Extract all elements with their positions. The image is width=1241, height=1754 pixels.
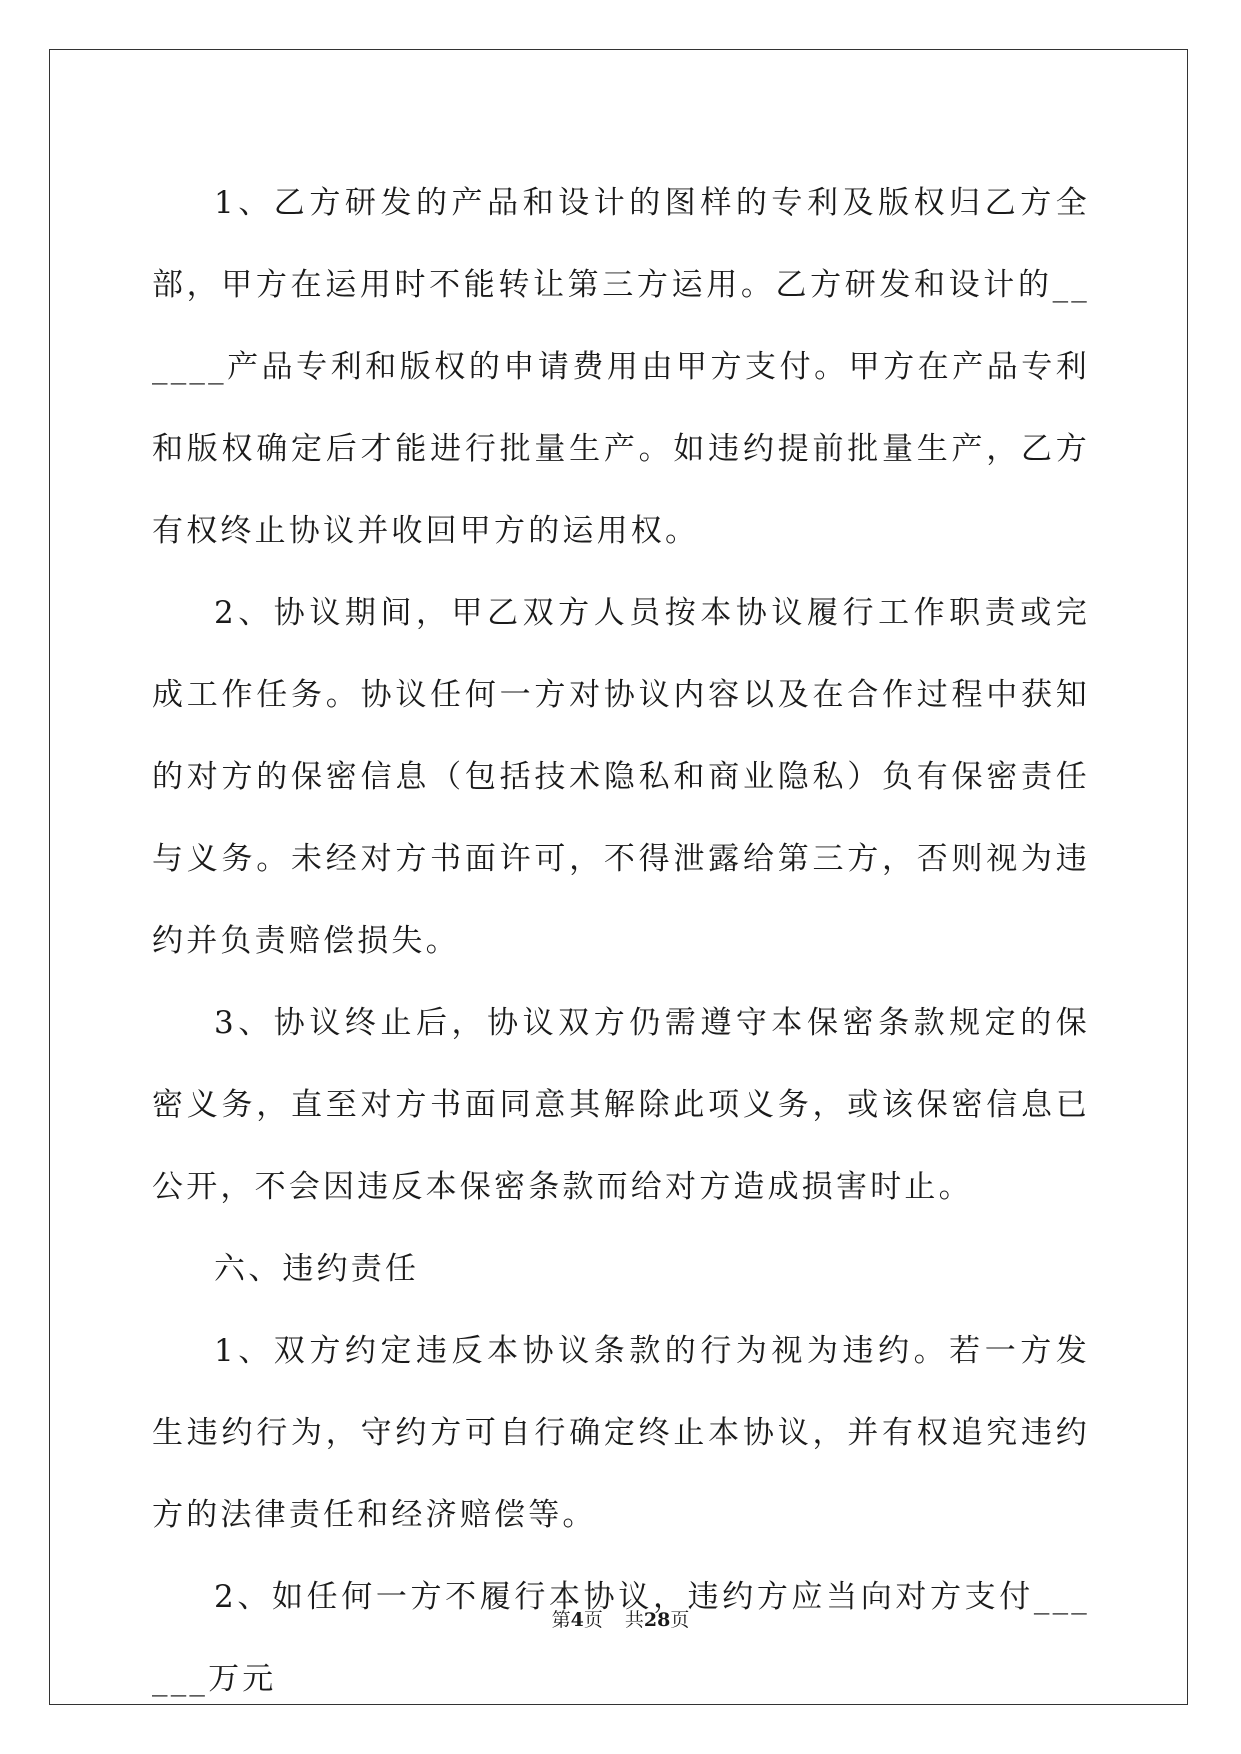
paragraph-1: 1、乙方研发的产品和设计的图样的专利及版权归乙方全部，甲方在运用时不能转让第三方运用。乙方研发和设计的______产品专利和版权的申请费用由甲方支付。甲方在产品专利和版权确定后才能进行批量生产。如违约提前批量生产，乙方有权终止协议并收回甲方的运用权。 [152,185,1090,549]
paragraph-5: 1、双方约定违反本协议条款的行为视为违约。若一方发生违约行为，守约方可自行确定终止本协议，并有权追究违约方的法律责任和经济赔偿等。 [152,1333,1090,1533]
total-prefix: 共 [624,1609,644,1631]
document-body [152,162,1090,1720]
total-pages: 28 [643,1609,671,1631]
paragraph-6: 2、如任何一方不履行本协议，违约方应当向对方支付______万元 [152,1579,1090,1697]
paragraph-3: 3、协议终止后，协议双方仍需遵守本保密条款规定的保密义务，直至对方书面同意其解除此项义务，或该保密信息已公开，不会因违反本保密条款而给对方造成损害时止。 [152,1005,1090,1205]
section-heading: 六、违约责任 [214,1251,420,1287]
page-suffix: 页 [583,1609,603,1631]
total-suffix: 页 [670,1609,690,1631]
page-prefix: 第 [551,1609,571,1631]
page-number: 4 [570,1609,584,1631]
page-footer [0,1605,1241,1632]
paragraph-2: 2、协议期间，甲乙双方人员按本协议履行工作职责或完成工作任务。协议任何一方对协议内容以及在合作过程中获知的对方的保密信息（包括技术隐私和商业隐私）负有保密责任与义务。未经对方书面许可，不得泄露给第三方，否则视为违约并负责赔偿损失。 [152,595,1090,959]
